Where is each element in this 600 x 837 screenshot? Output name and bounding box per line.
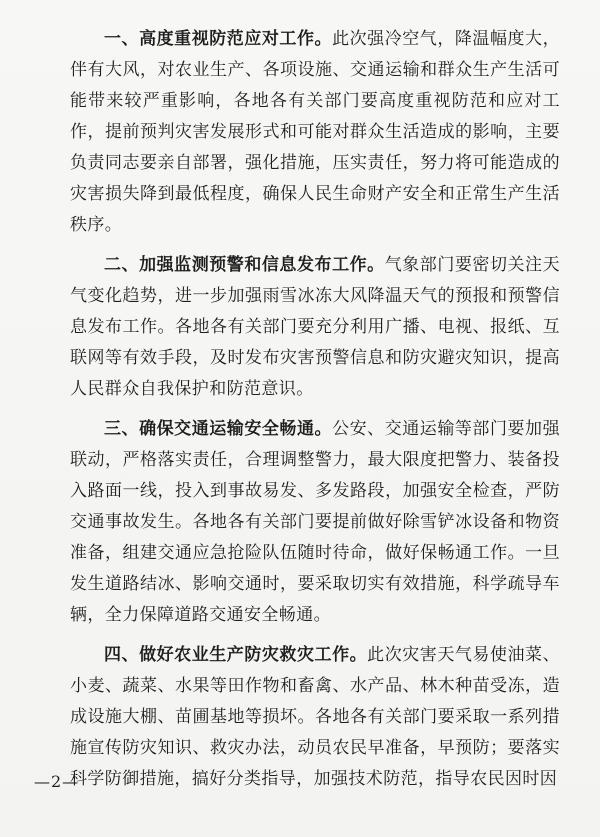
- paragraph-3-text: 公安、交通运输等部门要加强联动，严格落实责任，合理调整警力，最大限度把警力、装备投入路面一线，投入到事故易发、多发路段，加强安全检查，严防交通事故发生。各地各有关部门要提前做好除雪铲冰设备和物资准备，组建交通应急抢险队伍随时待命，做好保畅通工作。一旦发生道路结冰、影响交通时，要采取切实有效措施，科学疏导车辆，全力保障道路交通安全畅通。: [70, 419, 561, 625]
- page-number: —2—: [34, 772, 80, 791]
- paragraph-1: [70, 24, 560, 241]
- paragraph-2-heading: 二、加强监测预警和信息发布工作。: [104, 255, 385, 275]
- paragraph-3: [70, 414, 560, 631]
- document-body: [70, 24, 560, 804]
- paragraph-3-heading: 三、确保交通运输安全畅通。: [104, 419, 333, 439]
- paragraph-2: [70, 250, 560, 405]
- paragraph-2-text: 气象部门要密切关注天气变化趋势，进一步加强雨雪冰冻大风降温天气的预报和预警信息发布工作。各地各有关部门要充分利用广播、电视、报纸、互联网等有效手段，及时发布灾害预警信息和防灾避灾知识，提高人民群众自我保护和防范意识。: [70, 255, 560, 399]
- paragraph-1-heading: 一、高度重视防范应对工作。: [104, 29, 333, 49]
- paragraph-1-text: 此次强冷空气，降温幅度大，伴有大风，对农业生产、各项设施、交通运输和群众生产生活可能带来较严重影响，各地各有关部门要高度重视防范和应对工作，提前预判灾害发展形式和可能对群众生活造成的影响，主要负责同志要亲自部署，强化措施，压实责任，努力将可能造成的灾害损失降到最低程度，确保人民生命财产安全和正常生产生活秩序。: [70, 29, 561, 235]
- paragraph-4-heading: 四、做好农业生产防灾救灾工作。: [104, 645, 368, 665]
- paragraph-4-text: 此次灾害天气易使油菜、小麦、蔬菜、水果等田作物和畜禽、水产品、林木种苗受冻，造成设施大棚、苗圃基地等损坏。各地各有关部门要采取一系列措施宣传防灾知识、救灾办法，动员农民早准备，早预防；要落实科学防御措施，搞好分类指导，加强技术防范，指导农民因时因: [70, 645, 560, 789]
- paragraph-4: [70, 640, 560, 795]
